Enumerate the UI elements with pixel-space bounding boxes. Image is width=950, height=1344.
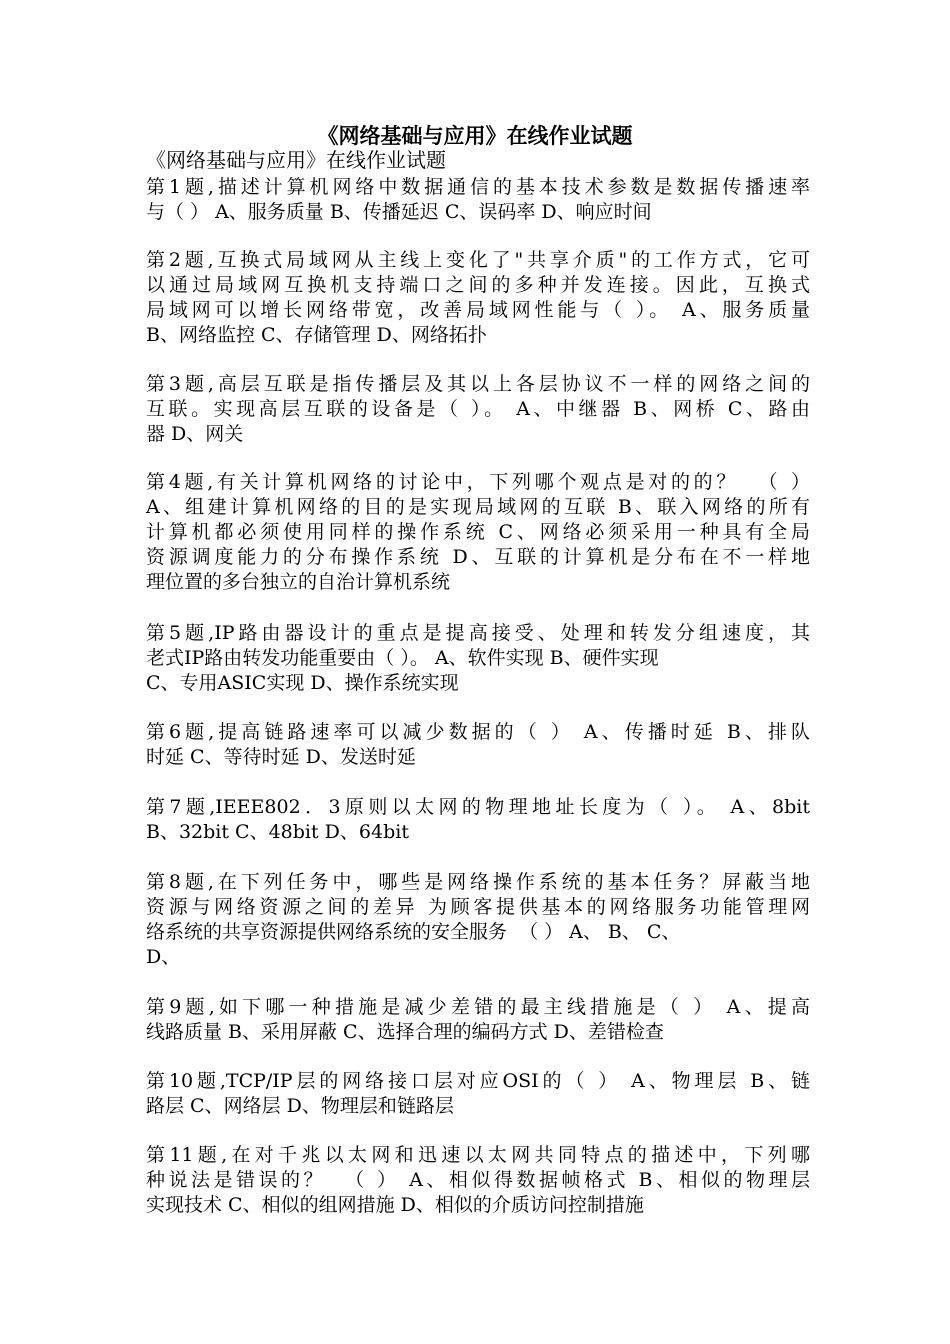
question-line: 线路质量 B、采用屏蔽 C、选择合理的编码方式 D、差错检查: [146, 1021, 664, 1043]
question-line: 路层 C、网络层 D、物理层和链路层: [146, 1095, 454, 1117]
question-line: D、: [146, 946, 181, 968]
question-line: 第1题,描述计算机网络中数据通信的基本技术参数是数据传播速率: [146, 176, 810, 198]
question-line: B、网络监控 C、存储管理 D、网络拓扑: [146, 324, 487, 346]
question-line: 第10题,TCP/IP层的网络接口层对应OSI的（ ） A、物理层 B、链: [146, 1070, 810, 1092]
question-3: [146, 372, 810, 447]
question-line: 老式IP路由转发功能重要由（ ）。 A、软件实现 B、硬件实现: [146, 647, 659, 669]
question-2: [146, 248, 810, 348]
question-line: B、32bit C、48bit D、64bit: [146, 821, 409, 843]
question-line: 第4题,有关计算机网络的讨论中，下列哪个观点是对的的？ （ ）: [146, 471, 810, 493]
question-8: [146, 870, 810, 970]
question-line: 理位置的多台独立的自治计算机系统: [146, 571, 451, 593]
question-line: 第5题,IP路由器设计的重点是提高接受、处理和转发分组速度，其: [146, 622, 810, 644]
question-line: 局域网可以增长网络带宽，改善局域网性能与（ ）。 A、服务质量: [146, 299, 810, 321]
question-line: 第9题,如下哪一种措施是减少差错的最主线措施是（ ） A、提高: [146, 996, 810, 1018]
question-line: 第11题,在对千兆以太网和迅速以太网共同特点的描述中，下列哪: [146, 1144, 810, 1166]
question-9: [146, 995, 810, 1045]
question-line: 种说法是错误的？ （ ） A、相似得数据帧格式 B、相似的物理层: [146, 1169, 810, 1191]
question-line: C、专用ASIC实现 D、操作系统实现: [146, 672, 459, 694]
question-line: 互联。实现高层互联的设备是（ ）。 A、中继器 B、网桥 C、路由: [146, 398, 810, 420]
question-line: 第2题,互换式局域网从主线上变化了"共享介质"的工作方式，它可: [146, 249, 810, 271]
question-line: A、组建计算机网络的目的是实现局域网的互联 B、联入网络的所有: [146, 496, 810, 518]
question-line: 时延 C、等待时延 D、发送时延: [146, 746, 416, 768]
question-line: 第7题,IEEE802．3原则以太网的物理地址长度为（ ）。 A、8bit: [146, 796, 810, 818]
question-11: [146, 1143, 810, 1218]
document-title: 《网络基础与应用》在线作业试题: [317, 124, 633, 148]
question-line: 实现技术 C、相似的组网措施 D、相似的介质访问控制措施: [146, 1194, 644, 1216]
question-line: 与（ ） A、服务质量 B、传播延迟 C、误码率 D、响应时间: [146, 201, 652, 223]
question-line: 络系统的共享资源提供网络系统的安全服务 （ ） A、 B、 C、: [146, 921, 681, 943]
question-line: 器 D、网关: [146, 423, 244, 445]
question-line: 第3题,高层互联是指传播层及其以上各层协议不一样的网络之间的: [146, 373, 810, 395]
question-line: 第8题,在下列任务中，哪些是网络操作系统的基本任务？屏蔽当地: [146, 871, 810, 893]
question-line: 计算机都必须使用同样的操作系统 C、网络必须采用一种具有全局: [146, 521, 810, 543]
question-line: 第6题,提高链路速率可以减少数据的（ ） A、传播时延 B、排队: [146, 721, 810, 743]
question-1: [146, 175, 810, 225]
question-6: [146, 720, 810, 770]
question-10: [146, 1069, 810, 1119]
question-line: 资源调度能力的分布操作系统 D、互联的计算机是分布在不一样地: [146, 546, 810, 568]
question-line: 以通过局域网互换机支持端口之间的多种并发连接。因此，互换式: [146, 274, 810, 296]
question-5: [146, 621, 810, 696]
document-subtitle: 《网络基础与应用》在线作业试题: [146, 148, 446, 172]
question-line: 资源与网络资源之间的差异 为顾客提供基本的网络服务功能管理网: [146, 896, 810, 918]
question-4: [146, 470, 810, 595]
question-7: [146, 795, 810, 845]
